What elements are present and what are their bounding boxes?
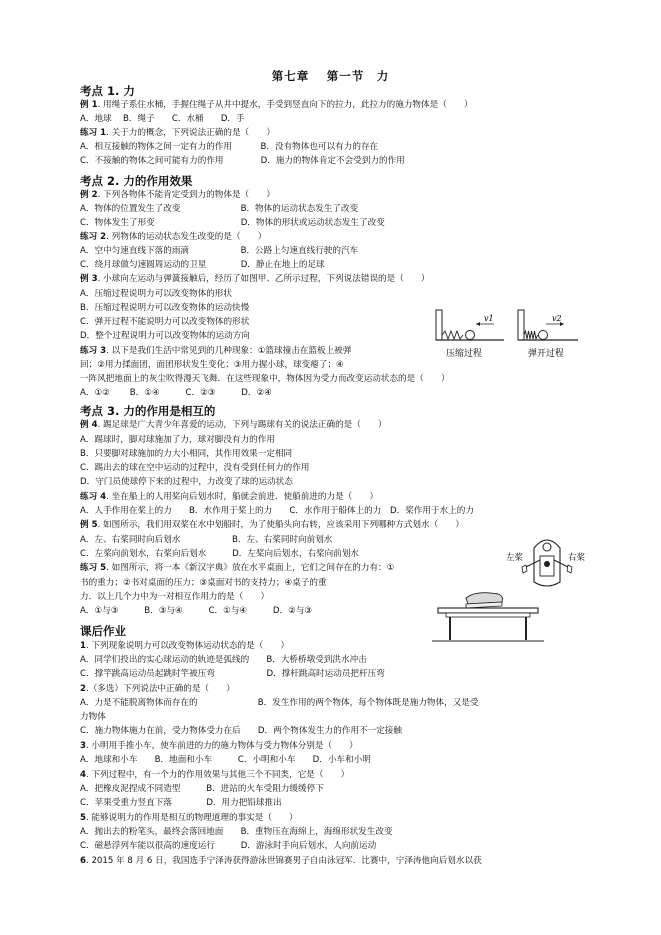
text-line: 练习 1. 关于力的概念，下列说法正确的是（ ） [80, 128, 275, 138]
text-line: A．踢球时，脚对球施加了力，球对脚没有力的作用 [80, 435, 275, 445]
text-line: A．抛出去的粉笔头，最终会落回地面 B．重物压在海绵上，海绵形状发生改变 [80, 827, 393, 837]
text-line: A．相互接触的物体之间一定有力的作用 B．没有物体也可以有力的存在 [80, 142, 379, 152]
v2-label: v2 [552, 314, 562, 323]
text-line: C．踢出去的球在空中运动的过程中，没有受到任何力的作用 [80, 463, 310, 473]
text-line: 练习 4. 坐在船上的人用桨向后划水时，船就会前进．使船前进的力是（ ） [80, 492, 379, 502]
text-line: 例 4. 踢足球是广大青少年喜爱的运动，下列与踢球有关的说法正确的是（ ） [80, 420, 387, 430]
text-line: A．①与③ B．③与④ C．①与④ D．②与③ [80, 606, 313, 616]
text-line: 6. 2015 年 8 月 6 日，我国选手宁泽涛获得游泳世锦赛男子自由泳冠军．比赛中，宁泽涛他向后划水以获 [80, 856, 482, 866]
compress-label: 压缩过程 [446, 349, 483, 359]
text-line: C．施力物体施力在前，受力物体受力在后 D．两个物体发生力的作用不一定接触 [80, 726, 402, 736]
text-line: C．绕月球做匀速圆周运动的卫星 D．静止在地上的足球 [80, 260, 325, 270]
text-line: 4. 下列过程中，有一个力的作用效果与其他三个不同类，它是（ ） [80, 770, 350, 780]
text-line: A．空中匀速直线下落的雨滴 B．公路上匀速直线行驶的汽车 [80, 246, 359, 256]
section-heading-mutual: 考点 3. 力的作用是相互的 [80, 404, 216, 418]
text-line: C．弹开过程不能说明力可以改变物体的形状 [80, 317, 250, 327]
left-oar-label: 左桨 [506, 553, 524, 563]
section-heading-force: 考点 1. 力 [80, 84, 135, 98]
text-line: A．物体的位置发生了改变 B．物体的运动状态发生了改变 [80, 204, 359, 214]
text-line: 力物体 [80, 712, 106, 722]
text-line: 1. 下列现象说明力可以改变物体运动状态的是（ ） [80, 641, 290, 651]
text-line: 练习 5. 如图所示，将一本《新汉字典》放在水平桌面上，它们之间存在的力有：① [80, 563, 395, 573]
text-line: C．不接触的物体之间可能有力的作用 D．施力的物体肯定不会受到力的作用 [80, 156, 405, 166]
text-line: C．左桨向前划水，右桨向后划水 D．左桨向后划水，右桨向前划水 [80, 549, 360, 559]
text-line: A．压缩过程说明力可以改变物体的形状 [80, 289, 232, 299]
text-line: 例 5. 如图所示，我们用双桨在水中划船时，为了使船头向右转，应该采用下列哪种方式划水（ ） [80, 520, 464, 530]
text-line: A．人手作用在桨上的力 B．水作用于桨上的力 C．水作用于船体上的力 D．桨作用于水上的力 [80, 506, 474, 516]
text-line: 例 1. 用绳子系住水桶，手握住绳子从井中提水，手受到竖直向下的拉力，此拉力的施力物体是（ ） [80, 100, 473, 110]
text-line: B．只要脚对球施加的力大小相同，其作用效果一定相同 [80, 449, 293, 459]
text-line: A．左、右桨同时向后划水 B．左、右桨同时向前划水 [80, 535, 333, 545]
spring-release-diagram [518, 310, 578, 359]
text-line: 例 2. 下列各物体不能肯定受到力的物体是（ ） [80, 190, 275, 200]
text-line: 回；②用力揉面团，面团形状发生变化；③用力握小球，球变瘪了；④ [80, 360, 344, 370]
page-title: 第七章 第一节 力 [271, 69, 390, 83]
text-line: 一阵风把地面上的灰尘吹得漫天飞舞．在这些现象中，物体因为受力而改变运动状态的是（ ） [80, 374, 450, 384]
text-line: A．地球 B．绳子 C．水桶 D．手 [80, 114, 245, 124]
text-line: C．苹果受重力竖直下落 D．用力把铅球推出 [80, 798, 282, 808]
text-line: 力．以上几个力中为一对相互作用力的是（ ） [80, 592, 270, 602]
text-line: 3. 小明用手推小车，使车前进的力的施力物体与受力物体分别是（ ） [80, 741, 358, 751]
compress-diagram [436, 310, 504, 359]
section-heading-effects: 考点 2. 力的作用效果 [80, 174, 193, 188]
text-line: 练习 3. 以下是我们生活中常见到的几种现象：①篮球撞击在篮板上被弹 [80, 346, 352, 356]
right-oar-label: 右桨 [568, 553, 586, 563]
text-line: 2.（多选）下列说法中正确的是（ ） [80, 684, 235, 694]
v1-label: v1 [484, 314, 494, 323]
text-line: C．磁悬浮列车能以很高的速度运行 D．游泳时手向后划水，人向前运动 [80, 841, 377, 851]
text-line: B．压缩过程说明力可以改变物体的运动快慢 [80, 303, 250, 313]
text-line: C．撑竿跳高运动员起跳时竿被压弯 D．撑杆跳高时运动员把杆压弯 [80, 669, 385, 679]
text-line: D．守门员使球停下来的过程中，力改变了球的运动状态 [80, 477, 293, 487]
book-table-figure [432, 584, 544, 646]
text-line: A．力是不能脱离物体而存在的 B．发生作用的两个物体，每个物体既是施力物体，又是受 [80, 698, 479, 708]
text-line: A．①② B．①④ C．②③ D．②④ [80, 388, 272, 398]
text-line: A．同学们投出的实心球运动的轨迹是弧线的 B．大桥桥墩受到洪水冲击 [80, 655, 367, 665]
text-line: A．地球和小车 B．地面和小车 C．小明和小车 D．小车和小明 [80, 755, 371, 765]
text-line: 练习 2. 列物体的运动状态发生改变的是（ ） [80, 232, 267, 242]
text-line: C．物体发生了形变 D．物体的形状或运动状态发生了改变 [80, 218, 385, 228]
text-line: 书的重力；②书对桌面的压力；③桌面对书的支持力；④桌子的重 [80, 578, 327, 588]
text-line: 5. 能够说明力的作用是相互的物理道理的事实是（ ） [80, 813, 298, 823]
text-line: A．把橡皮泥捏成不同造型 B．进站的火车受阻力缓缓停下 [80, 784, 324, 794]
text-line: 例 3. 小球向左运动与弹簧接触后，经历了如图甲、乙所示过程，下列说法错误的是（ ） [80, 274, 430, 284]
section-heading-homework: 课后作业 [80, 624, 126, 638]
spring-figure [432, 300, 582, 362]
text-line: D．整个过程说明力可以改变物体的运动方向 [80, 331, 250, 341]
spring-release-label: 弹开过程 [528, 349, 565, 359]
